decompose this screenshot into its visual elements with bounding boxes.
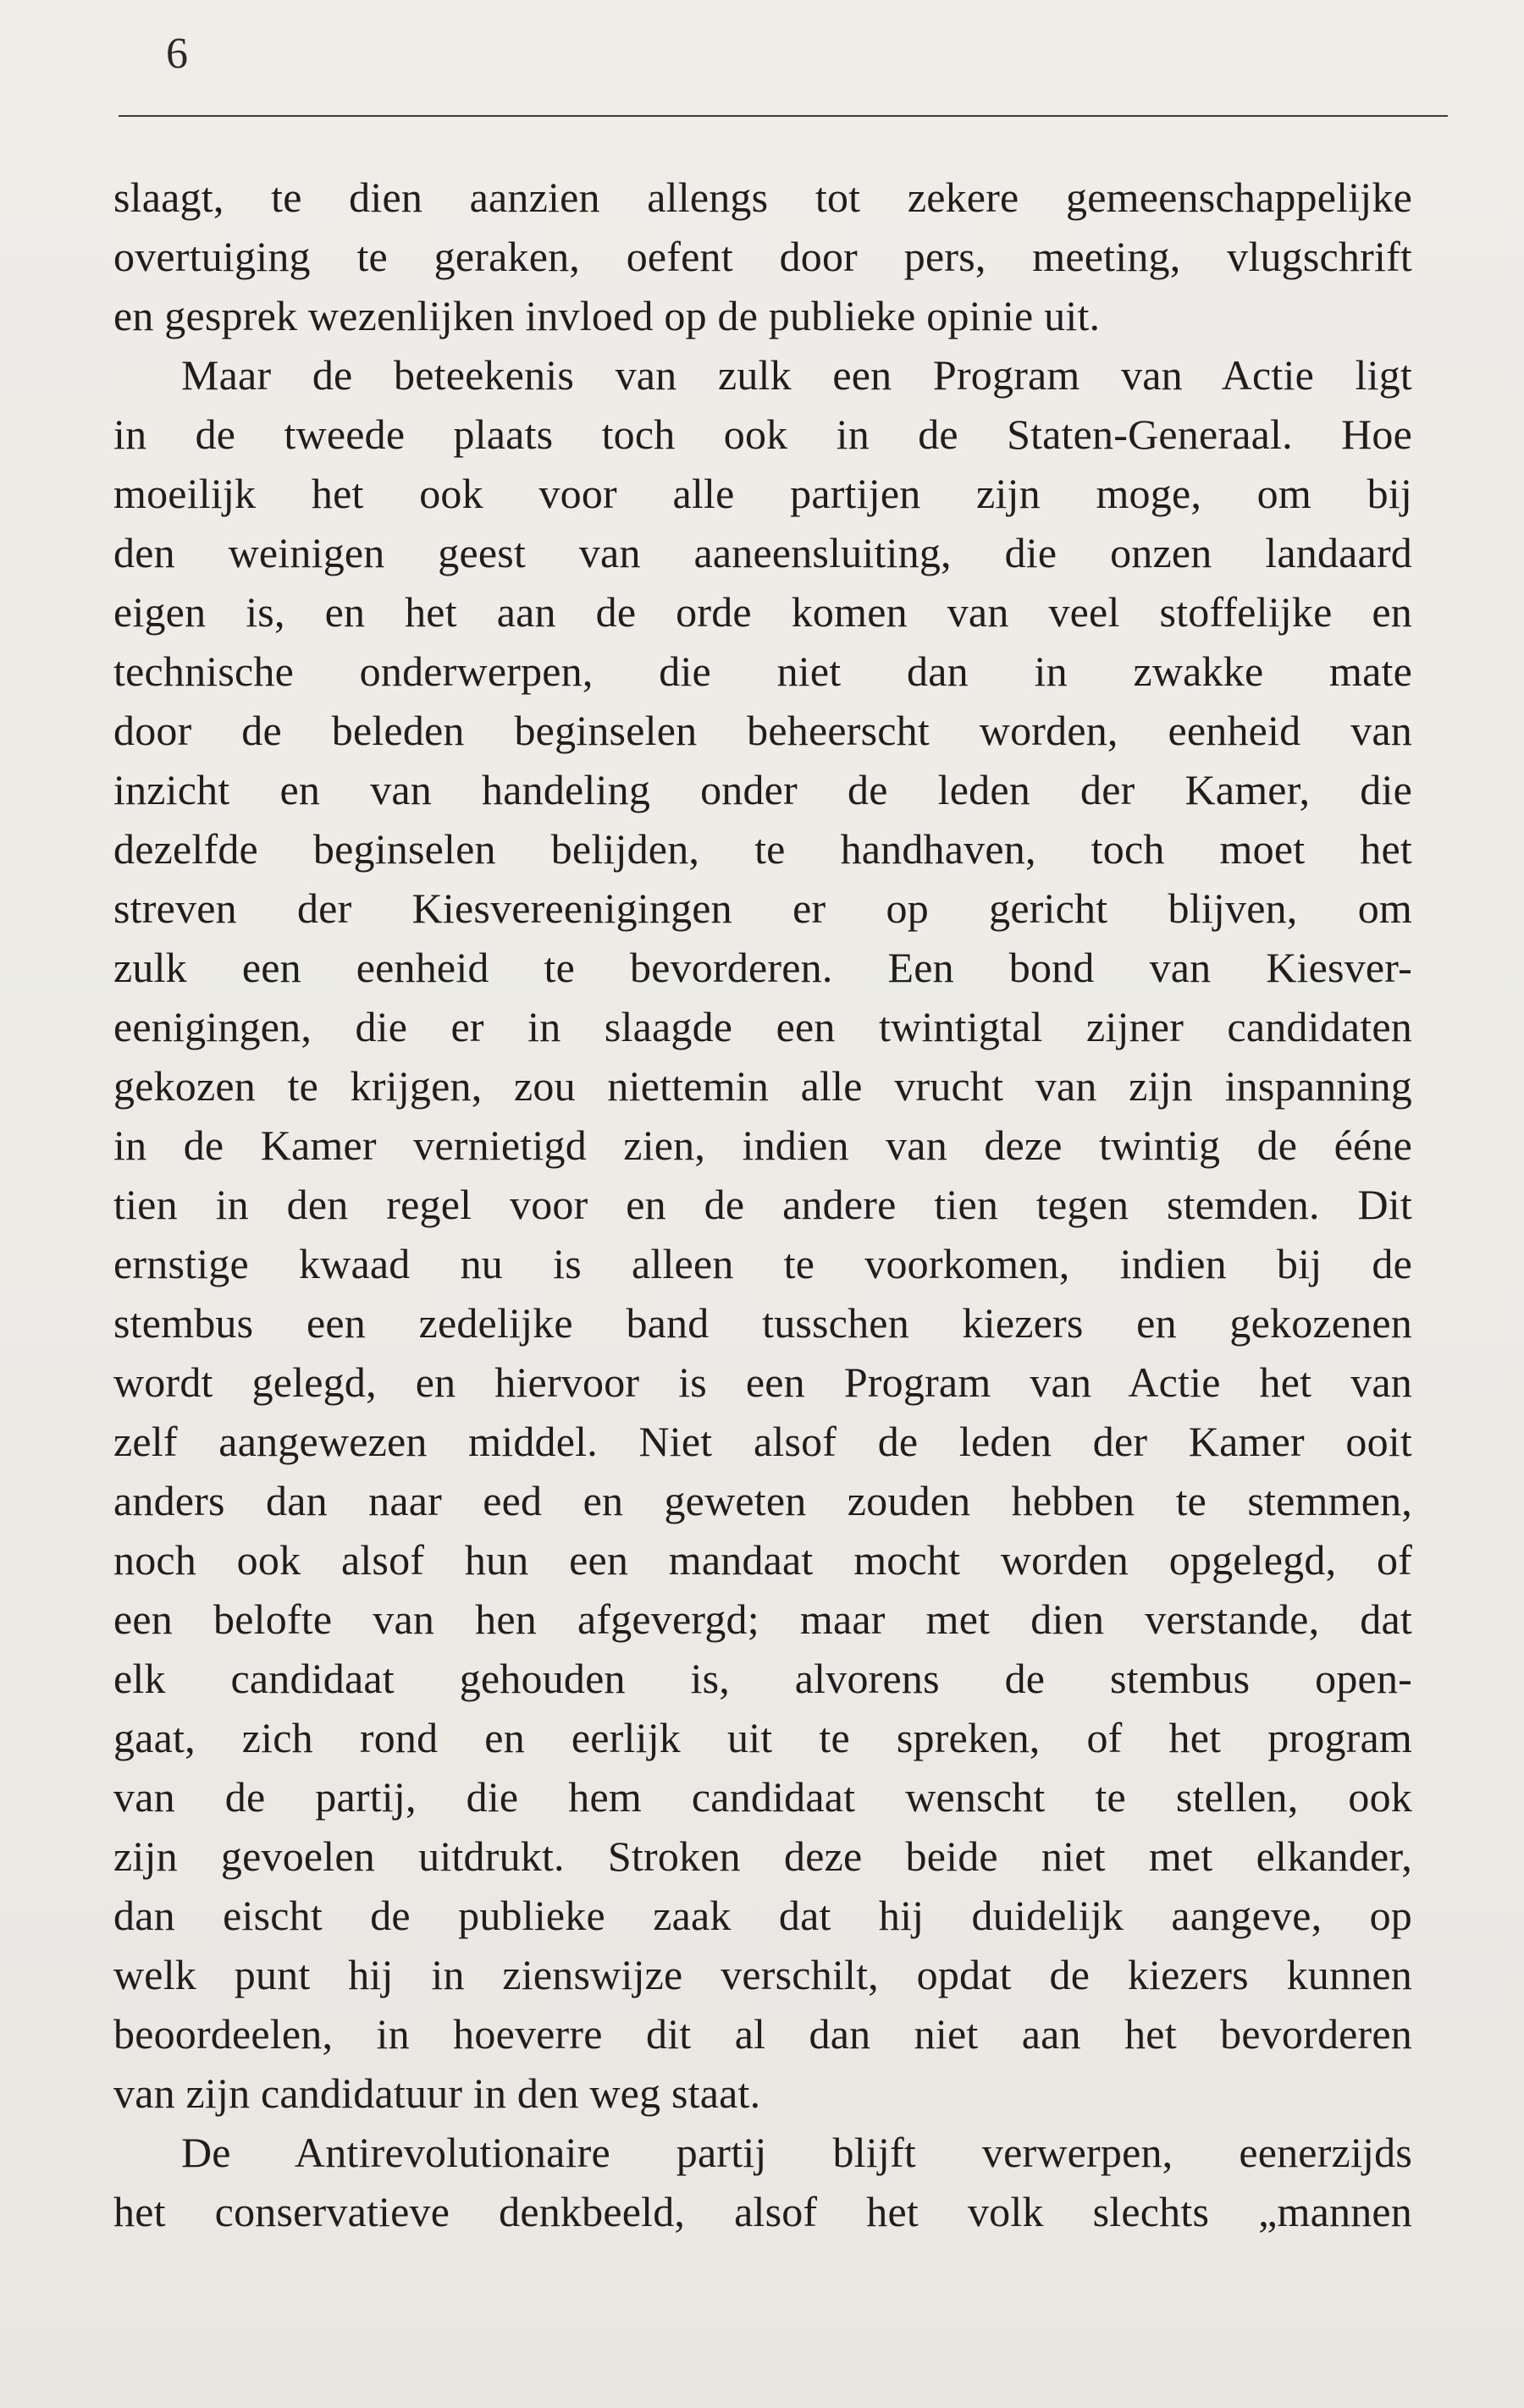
text-line: van zijn candidatuur in den weg staat. [113,2069,761,2117]
text-line: inzicht en van handeling onder de leden der Kamer, die [113,766,1412,813]
text-line: in de tweede plaats toch ook in de Staten-Generaal. Hoe [113,411,1412,458]
text-line: tien in den regel voor en de andere tien tegen stemden. Dit [113,1181,1412,1228]
text-line: door de beleden beginselen beheerscht worden, eenheid van [113,707,1412,754]
text-line: ernstige kwaad nu is alleen te voorkomen, indien bij de [113,1240,1412,1287]
text-line: zijn gevoelen uitdrukt. Stroken deze beide niet met elkander, [113,1832,1412,1880]
text-line: De Antirevolutionaire partij blijft verwerpen, eenerzijds [181,2129,1412,2176]
text-line: stembus een zedelijke band tusschen kiezers en gekozenen [113,1299,1412,1347]
text-line: anders dan naar eed en geweten zouden hebben te stemmen, [113,1477,1412,1524]
text-line: dan eischt de publieke zaak dat hij duidelijk aangeve, op [113,1892,1412,1939]
text-line: en gesprek wezenlijken invloed op de publieke opinie uit. [113,292,1101,339]
text-line: streven der Kiesvereenigingen er op gericht blijven, om [113,884,1412,932]
text-line: elk candidaat gehouden is, alvorens de stembus open- [113,1655,1412,1702]
text-line: van de partij, die hem candidaat wenscht te stellen, ook [113,1773,1412,1821]
text-line: beoordeelen, in hoeverre dit al dan niet aan het bevorderen [113,2010,1412,2058]
paragraph [113,168,1412,345]
paragraph [113,345,1412,2123]
text-line: den weinigen geest van aaneensluiting, die onzen landaard [113,529,1412,576]
text-line: eenigingen, die er in slaagde een twintigtal zijner candidaten [113,1003,1412,1050]
text-line: zulk een eenheid te bevorderen. Een bond van Kiesver- [113,944,1412,991]
text-line: eigen is, en het aan de orde komen van veel stoffelijke en [113,588,1412,636]
text-line: Maar de beteekenis van zulk een Program van Actie ligt [181,351,1412,399]
paragraph [113,2123,1412,2241]
text-line: technische onderwerpen, die niet dan in zwakke mate [113,647,1412,695]
header-rule [119,115,1448,117]
text-line: overtuiging te geraken, oefent door pers, meeting, vlugschrift [113,233,1412,280]
text-line: noch ook alsof hun een mandaat mocht worden opgelegd, of [113,1536,1412,1584]
body-text [113,168,1412,2241]
text-line: dezelfde beginselen belijden, te handhaven, toch moet het [113,825,1412,873]
text-line: moeilijk het ook voor alle partijen zijn moge, om bij [113,470,1412,517]
text-line: in de Kamer vernietigd zien, indien van deze twintig de ééne [113,1121,1412,1169]
text-line: zelf aangewezen middel. Niet alsof de leden der Kamer ooit [113,1418,1412,1465]
text-line: slaagt, te dien aanzien allengs tot zekere gemeenschappelijke [113,174,1412,221]
text-line: wordt gelegd, en hiervoor is een Program van Actie het van [113,1358,1412,1406]
text-line: welk punt hij in zienswijze verschilt, opdat de kiezers kunnen [113,1951,1412,1998]
text-line: gekozen te krijgen, zou niettemin alle vrucht van zijn inspanning [113,1062,1412,1110]
text-line: gaat, zich rond en eerlijk uit te spreken, of het program [113,1714,1412,1761]
text-line: een belofte van hen afgevergd; maar met dien verstande, dat [113,1595,1412,1643]
text-line: het conservatieve denkbeeld, alsof het volk slechts „mannen [113,2188,1412,2235]
page-number: 6 [166,30,188,78]
